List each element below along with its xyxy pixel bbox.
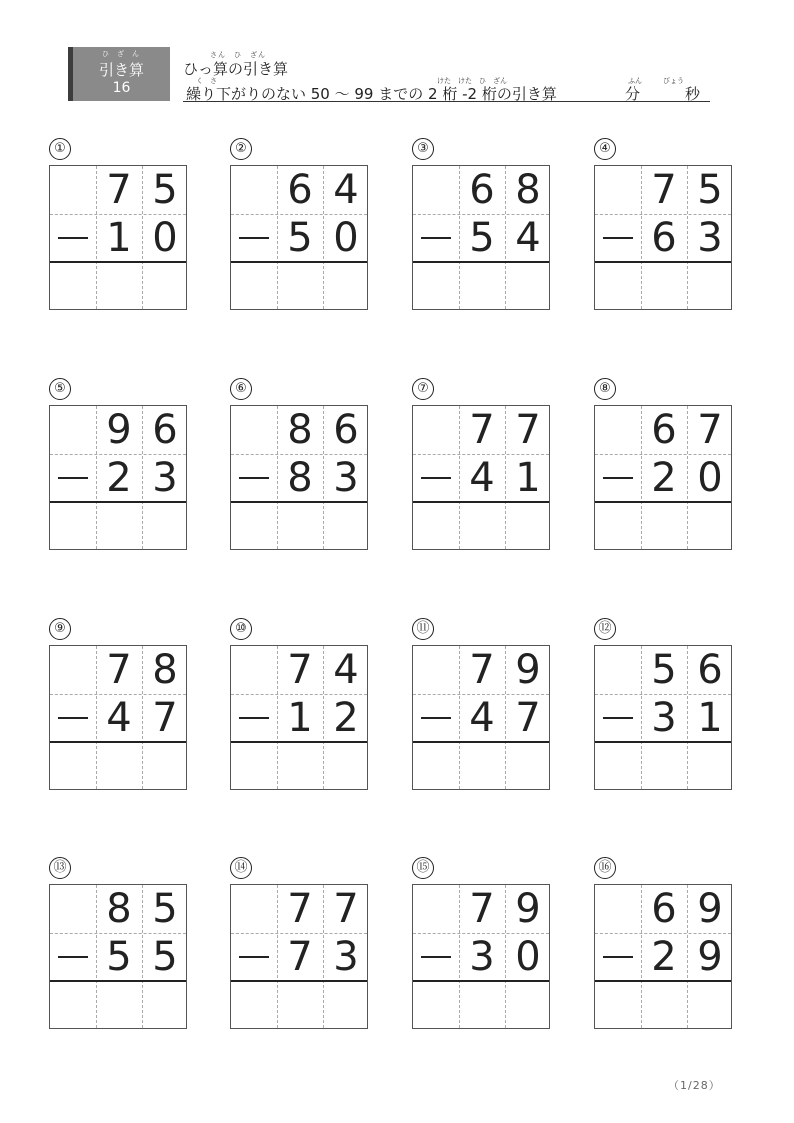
problem-number: ⑮ [412, 857, 434, 879]
minus-sign [421, 956, 451, 958]
subtrahend-tens-digit: 7 [287, 934, 313, 980]
minuend-tens-digit: 7 [287, 886, 313, 932]
minuend-tens-digit: 7 [106, 167, 132, 213]
minus-sign [603, 717, 633, 719]
problem-number: ⑤ [49, 378, 71, 400]
minuend-ones-digit: 4 [333, 647, 359, 693]
time-ruby: ふん びょう [628, 77, 684, 85]
answer-grid [49, 165, 187, 310]
minuend-tens-digit: 8 [106, 886, 132, 932]
minuend-ones-digit: 5 [152, 886, 178, 932]
answer-grid [230, 165, 368, 310]
answer-grid [594, 645, 732, 790]
minuend-ones-digit: 5 [697, 167, 723, 213]
minus-sign [603, 477, 633, 479]
answer-grid [412, 884, 550, 1029]
subtrahend-tens-digit: 2 [106, 455, 132, 501]
minus-sign [239, 237, 269, 239]
answer-grid [412, 405, 550, 550]
subtrahend-ones-digit: 4 [515, 215, 541, 261]
problem-number: ⑨ [49, 618, 71, 640]
subtrahend-tens-digit: 5 [469, 215, 495, 261]
subtrahend-ones-digit: 3 [152, 455, 178, 501]
minuend-tens-digit: 8 [287, 407, 313, 453]
answer-grid [230, 645, 368, 790]
answer-grid [49, 884, 187, 1029]
minus-sign [603, 956, 633, 958]
badge-number: 16 [112, 80, 131, 96]
subtrahend-ones-digit: 3 [333, 934, 359, 980]
title-ruby: さん ひ ざん [210, 51, 266, 59]
minuend-ones-digit: 6 [697, 647, 723, 693]
badge-ruby: ひざん [102, 50, 147, 58]
answer-grid [594, 884, 732, 1029]
problem-number: ⑭ [230, 857, 252, 879]
subtrahend-tens-digit: 4 [106, 695, 132, 741]
subtrahend-tens-digit: 1 [287, 695, 313, 741]
minus-sign [239, 956, 269, 958]
subtrahend-ones-digit: 7 [152, 695, 178, 741]
minus-sign [421, 237, 451, 239]
problem-number: ⑪ [412, 618, 434, 640]
minus-sign [58, 477, 88, 479]
minuend-tens-digit: 6 [287, 167, 313, 213]
problem-number: ④ [594, 138, 616, 160]
answer-grid [412, 165, 550, 310]
page-counter: （1/28） [668, 1079, 721, 1092]
minuend-tens-digit: 7 [469, 886, 495, 932]
minus-sign [421, 717, 451, 719]
subtrahend-ones-digit: 0 [697, 455, 723, 501]
subtrahend-ones-digit: 0 [152, 215, 178, 261]
answer-grid [230, 405, 368, 550]
minus-sign [603, 237, 633, 239]
subtrahend-tens-digit: 4 [469, 455, 495, 501]
problem-number: ③ [412, 138, 434, 160]
answer-grid [49, 405, 187, 550]
minuend-ones-digit: 8 [152, 647, 178, 693]
minus-sign [58, 717, 88, 719]
subtrahend-ones-digit: 0 [515, 934, 541, 980]
minuend-tens-digit: 7 [106, 647, 132, 693]
subtrahend-tens-digit: 2 [651, 934, 677, 980]
subtrahend-ones-digit: 5 [152, 934, 178, 980]
minus-sign [239, 717, 269, 719]
minuend-ones-digit: 5 [152, 167, 178, 213]
subtrahend-tens-digit: 6 [651, 215, 677, 261]
minuend-tens-digit: 7 [287, 647, 313, 693]
time-field-label: 分 秒 [625, 85, 701, 103]
minuend-tens-digit: 7 [469, 647, 495, 693]
worksheet-badge [68, 47, 170, 101]
minuend-tens-digit: 7 [469, 407, 495, 453]
subtrahend-ones-digit: 1 [697, 695, 723, 741]
subtrahend-ones-digit: 3 [697, 215, 723, 261]
minuend-ones-digit: 9 [515, 647, 541, 693]
subtrahend-tens-digit: 8 [287, 455, 313, 501]
problem-number: ⑧ [594, 378, 616, 400]
subtrahend-tens-digit: 3 [651, 695, 677, 741]
subtitle-ruby-2: けた けた ひ ざん [437, 77, 507, 85]
subtrahend-ones-digit: 7 [515, 695, 541, 741]
minuend-ones-digit: 7 [333, 886, 359, 932]
subtitle-ruby: く さ [196, 77, 217, 85]
subtrahend-tens-digit: 2 [651, 455, 677, 501]
minuend-ones-digit: 9 [515, 886, 541, 932]
subtrahend-ones-digit: 2 [333, 695, 359, 741]
minus-sign [58, 956, 88, 958]
minus-sign [421, 477, 451, 479]
worksheet-title: ひっ算の引き算 [183, 60, 289, 78]
answer-grid [412, 645, 550, 790]
badge-label: 引き算 [98, 61, 144, 79]
minuend-ones-digit: 8 [515, 167, 541, 213]
answer-grid [230, 884, 368, 1029]
problem-number: ⑦ [412, 378, 434, 400]
minuend-ones-digit: 6 [152, 407, 178, 453]
subtrahend-tens-digit: 3 [469, 934, 495, 980]
minuend-ones-digit: 7 [515, 407, 541, 453]
answer-grid [594, 405, 732, 550]
minuend-tens-digit: 6 [651, 886, 677, 932]
problem-number: ② [230, 138, 252, 160]
subtrahend-tens-digit: 4 [469, 695, 495, 741]
subtrahend-ones-digit: 0 [333, 215, 359, 261]
minuend-ones-digit: 7 [697, 407, 723, 453]
subtrahend-tens-digit: 1 [106, 215, 132, 261]
minus-sign [239, 477, 269, 479]
worksheet-subtitle: 繰り下がりのない 50 ～ 99 までの 2 桁 -2 桁の引き算 [186, 85, 557, 103]
minuend-tens-digit: 7 [651, 167, 677, 213]
minuend-tens-digit: 5 [651, 647, 677, 693]
answer-grid [594, 165, 732, 310]
minus-sign [58, 237, 88, 239]
problem-number: ⑥ [230, 378, 252, 400]
problem-number: ① [49, 138, 71, 160]
subtrahend-tens-digit: 5 [106, 934, 132, 980]
minuend-tens-digit: 9 [106, 407, 132, 453]
minuend-ones-digit: 6 [333, 407, 359, 453]
subtrahend-ones-digit: 9 [697, 934, 723, 980]
subtrahend-tens-digit: 5 [287, 215, 313, 261]
minuend-tens-digit: 6 [651, 407, 677, 453]
problem-number: ⑫ [594, 618, 616, 640]
minuend-ones-digit: 4 [333, 167, 359, 213]
problem-number: ⑯ [594, 857, 616, 879]
problem-number: ⑬ [49, 857, 71, 879]
answer-grid [49, 645, 187, 790]
problem-number: ⑩ [230, 618, 252, 640]
subtrahend-ones-digit: 1 [515, 455, 541, 501]
minuend-ones-digit: 9 [697, 886, 723, 932]
header-underline [183, 101, 710, 102]
subtrahend-ones-digit: 3 [333, 455, 359, 501]
minuend-tens-digit: 6 [469, 167, 495, 213]
